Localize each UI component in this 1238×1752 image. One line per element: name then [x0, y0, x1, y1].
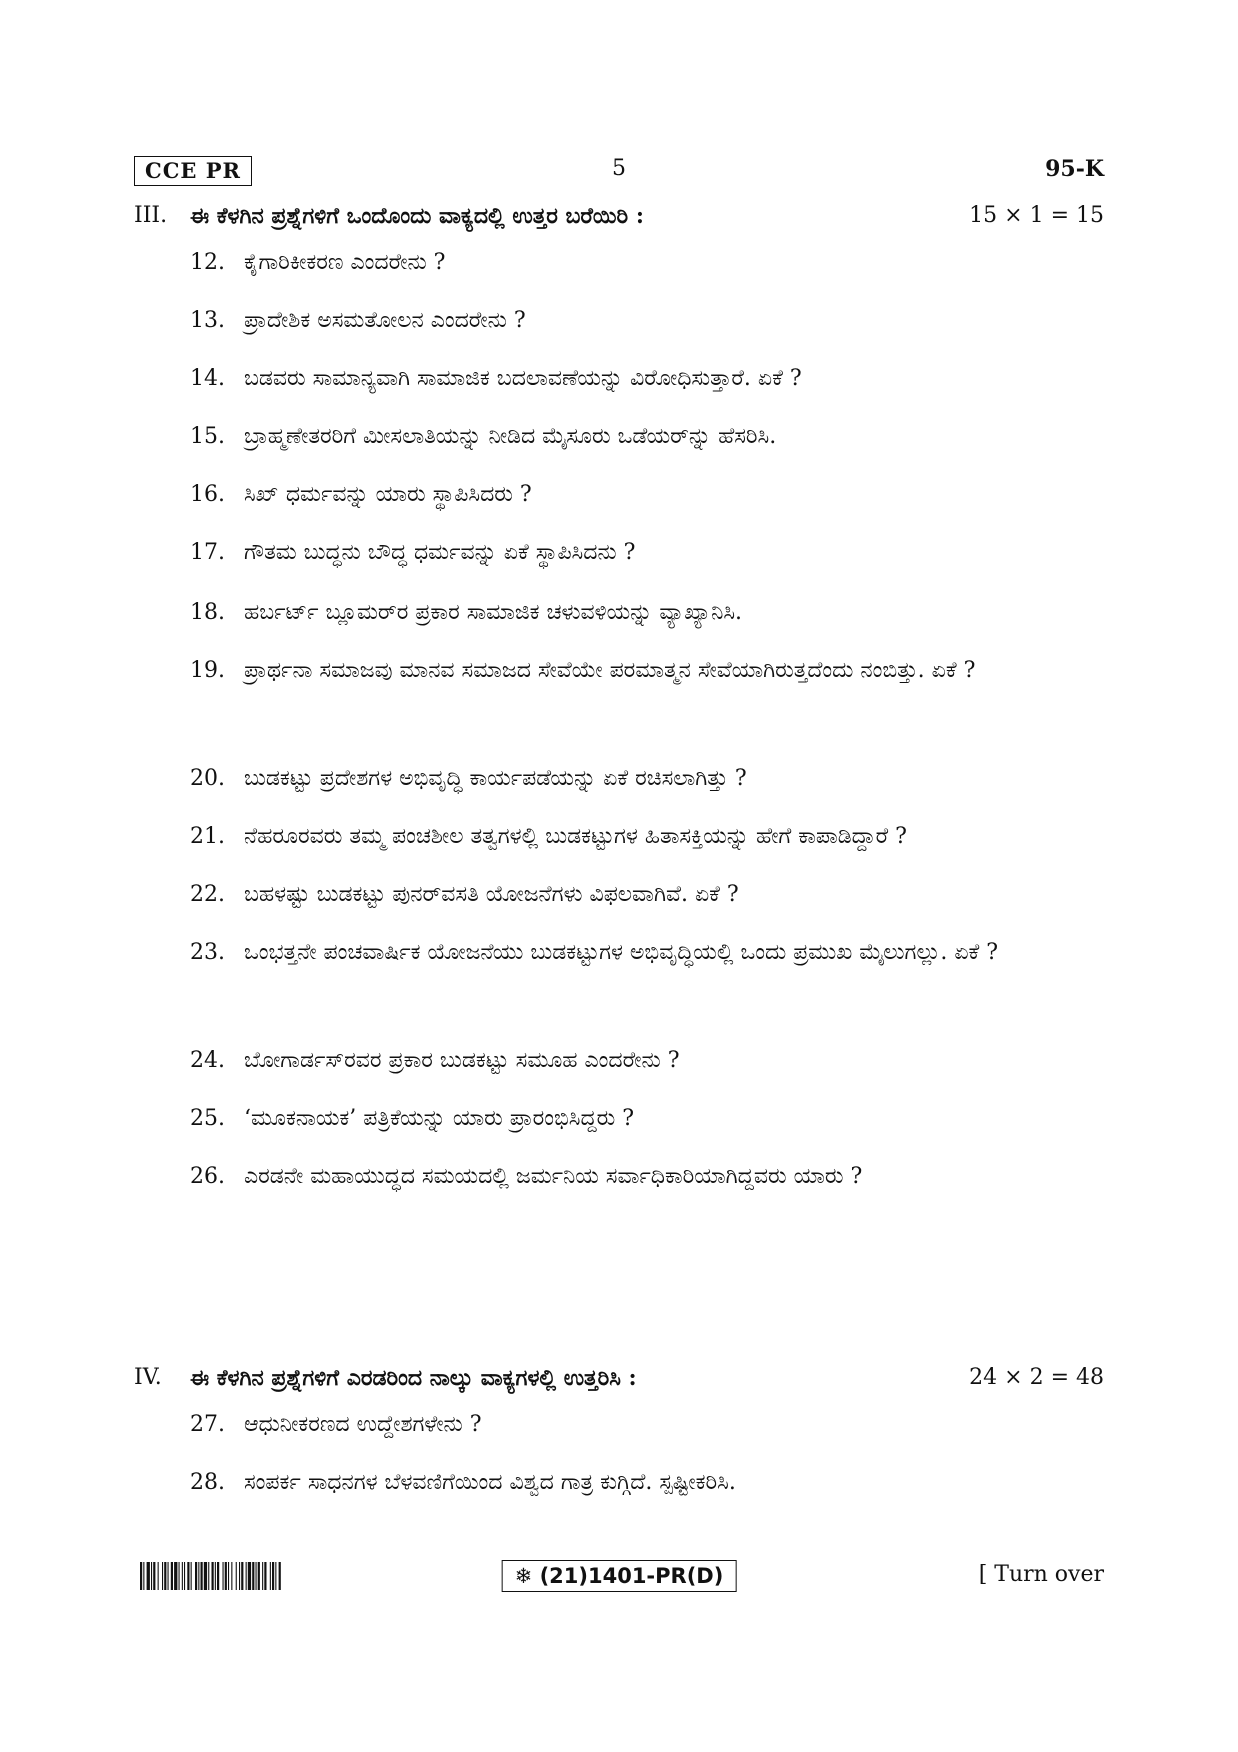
question-25 — [190, 1096, 1104, 1142]
question-16 — [190, 472, 1104, 518]
question-text: ಬಡವರು ಸಾಮಾನ್ಯವಾಗಿ ಸಾಮಾಜಿಕ ಬದಲಾವಣೆಯನ್ನು ವಿರೋಧಿಸುತ್ತಾರೆ. ಏಕೆ ? — [244, 366, 802, 391]
page-footer — [134, 1560, 1104, 1594]
page-number: 5 — [612, 156, 626, 181]
question-21 — [190, 814, 1104, 860]
question-text: ಕೈಗಾರಿಕೀಕರಣ ಎಂದರೇನು ? — [244, 250, 446, 275]
question-number: 27. — [190, 1412, 225, 1437]
question-number: 17. — [190, 540, 225, 565]
question-22 — [190, 872, 1104, 918]
question-19 — [190, 648, 1104, 694]
question-number: 13. — [190, 308, 225, 333]
question-number: 20. — [190, 766, 225, 791]
section-heading-4 — [134, 1360, 1104, 1396]
question-13 — [190, 298, 1104, 344]
question-text: ಆಧುನೀಕರಣದ ಉದ್ದೇಶಗಳೇನು ? — [244, 1412, 482, 1437]
question-number: 19. — [190, 658, 225, 683]
question-text: ಪ್ರಾದೇಶಿಕ ಅಸಮತೋಲನ ಎಂದರೇನು ? — [244, 308, 526, 333]
question-number: 21. — [190, 824, 225, 849]
question-text: ಸಂಪರ್ಕ ಸಾಧನಗಳ ಬೆಳವಣಿಗೆಯಿಂದ ವಿಶ್ವದ ಗಾತ್ರ ಕುಗ್ಗಿದೆ. ಸ್ಪಷ್ಟೀಕರಿಸಿ. — [244, 1470, 736, 1495]
question-number: 12. — [190, 250, 225, 275]
question-number: 26. — [190, 1164, 225, 1189]
question-text: ಹರ್ಬರ್ಟ್ ಬ್ಲೂಮರ್‌ರ ಪ್ರಕಾರ ಸಾಮಾಜಿಕ ಚಳುವಳಿಯನ್ನು ವ್ಯಾಖ್ಯಾನಿಸಿ. — [244, 600, 742, 625]
section-instruction: ಈ ಕೆಳಗಿನ ಪ್ರಶ್ನೆಗಳಿಗೆ ಎರಡರಿಂದ ನಾಲ್ಕು ವಾಕ್ಯಗಳಲ್ಲಿ ಉತ್ತರಿಸಿ : — [190, 1365, 637, 1391]
question-text: ಬ್ರಾಹ್ಮಣೇತರರಿಗೆ ಮೀಸಲಾತಿಯನ್ನು ನೀಡಿದ ಮೈಸೂರು ಒಡೆಯರ್‌ನ್ನು ಹೆಸರಿಸಿ. — [244, 424, 777, 449]
question-20 — [190, 756, 1104, 802]
question-14 — [190, 356, 1104, 402]
question-26 — [190, 1154, 1104, 1200]
question-text: ಒಂಭತ್ತನೇ ಪಂಚವಾರ್ಷಿಕ ಯೋಜನೆಯು ಬುಡಕಟ್ಟುಗಳ ಅಭಿವೃದ್ಧಿಯಲ್ಲಿ ಒಂದು ಪ್ರಮುಖ ಮೈಲುಗಲ್ಲು. ಏಕೆ ? — [244, 940, 999, 965]
section-heading-3 — [134, 198, 1104, 234]
question-24 — [190, 1038, 1104, 1084]
question-23 — [190, 930, 1104, 976]
paper-series-code: ❄ (21)1401-PR(D) — [502, 1560, 737, 1592]
question-27 — [190, 1402, 1104, 1448]
cce-pr-tag: CCE PR — [134, 156, 252, 186]
question-number: 24. — [190, 1048, 225, 1073]
question-number: 15. — [190, 424, 225, 449]
paper-code: 95-K — [1045, 156, 1104, 182]
question-number: 18. — [190, 600, 225, 625]
question-text: ನೆಹರೂರವರು ತಮ್ಮ ಪಂಚಶೀಲ ತತ್ವಗಳಲ್ಲಿ ಬುಡಕಟ್ಟುಗಳ ಹಿತಾಸಕ್ತಿಯನ್ನು ಹೇಗೆ ಕಾಪಾಡಿದ್ದಾರೆ ? — [244, 824, 907, 849]
question-text: ಎರಡನೇ ಮಹಾಯುದ್ಧದ ಸಮಯದಲ್ಲಿ ಜರ್ಮನಿಯ ಸರ್ವಾಧಿಕಾರಿಯಾಗಿದ್ದವರು ಯಾರು ? — [244, 1164, 863, 1189]
question-number: 28. — [190, 1470, 225, 1495]
section-number: IV. — [134, 1365, 162, 1390]
question-text: ಬೋಗಾರ್ಡಸ್‌ರವರ ಪ್ರಕಾರ ಬುಡಕಟ್ಟು ಸಮೂಹ ಎಂದರೇನು ? — [244, 1048, 680, 1073]
question-18 — [190, 590, 1104, 636]
question-text: ಗೌತಮ ಬುದ್ಧನು ಬೌದ್ಧ ಧರ್ಮವನ್ನು ಏಕೆ ಸ್ಥಾಪಿಸಿದನು ? — [244, 540, 636, 565]
section-number: III. — [134, 203, 168, 228]
question-number: 25. — [190, 1106, 225, 1131]
question-number: 22. — [190, 882, 225, 907]
page-header — [134, 152, 1104, 186]
question-15 — [190, 414, 1104, 460]
question-text: ಸಿಖ್ ಧರ್ಮವನ್ನು ಯಾರು ಸ್ಥಾಪಿಸಿದರು ? — [244, 482, 532, 507]
question-number: 16. — [190, 482, 225, 507]
section-marks: 24 × 2 = 48 — [969, 1365, 1104, 1390]
question-number: 14. — [190, 366, 225, 391]
question-28 — [190, 1460, 1104, 1506]
question-17 — [190, 530, 1104, 576]
barcode-image — [140, 1562, 374, 1590]
turn-over-note: [ Turn over — [978, 1562, 1104, 1587]
question-number: 23. — [190, 940, 225, 965]
question-12 — [190, 240, 1104, 286]
question-text: ‘ಮೂಕನಾಯಕ’ ಪತ್ರಿಕೆಯನ್ನು ಯಾರು ಪ್ರಾರಂಭಿಸಿದ್ದರು ? — [244, 1106, 635, 1131]
question-text: ಬಹಳಷ್ಟು ಬುಡಕಟ್ಟು ಪುನರ್‌ವಸತಿ ಯೋಜನೆಗಳು ವಿಫಲವಾಗಿವೆ. ಏಕೆ ? — [244, 882, 739, 907]
section-instruction: ಈ ಕೆಳಗಿನ ಪ್ರಶ್ನೆಗಳಿಗೆ ಒಂದೊಂದು ವಾಕ್ಯದಲ್ಲಿ ಉತ್ತರ ಬರೆಯಿರಿ : — [190, 203, 644, 229]
question-text: ಪ್ರಾರ್ಥನಾ ಸಮಾಜವು ಮಾನವ ಸಮಾಜದ ಸೇವೆಯೇ ಪರಮಾತ್ಮನ ಸೇವೆಯಾಗಿರುತ್ತದೆಂದು ನಂಬಿತ್ತು. ಏಕೆ ? — [244, 658, 976, 683]
section-marks: 15 × 1 = 15 — [969, 203, 1104, 228]
question-text: ಬುಡಕಟ್ಟು ಪ್ರದೇಶಗಳ ಅಭಿವೃದ್ಧಿ ಕಾರ್ಯಪಡೆಯನ್ನು ಏಕೆ ರಚಿಸಲಾಗಿತ್ತು ? — [244, 766, 747, 791]
